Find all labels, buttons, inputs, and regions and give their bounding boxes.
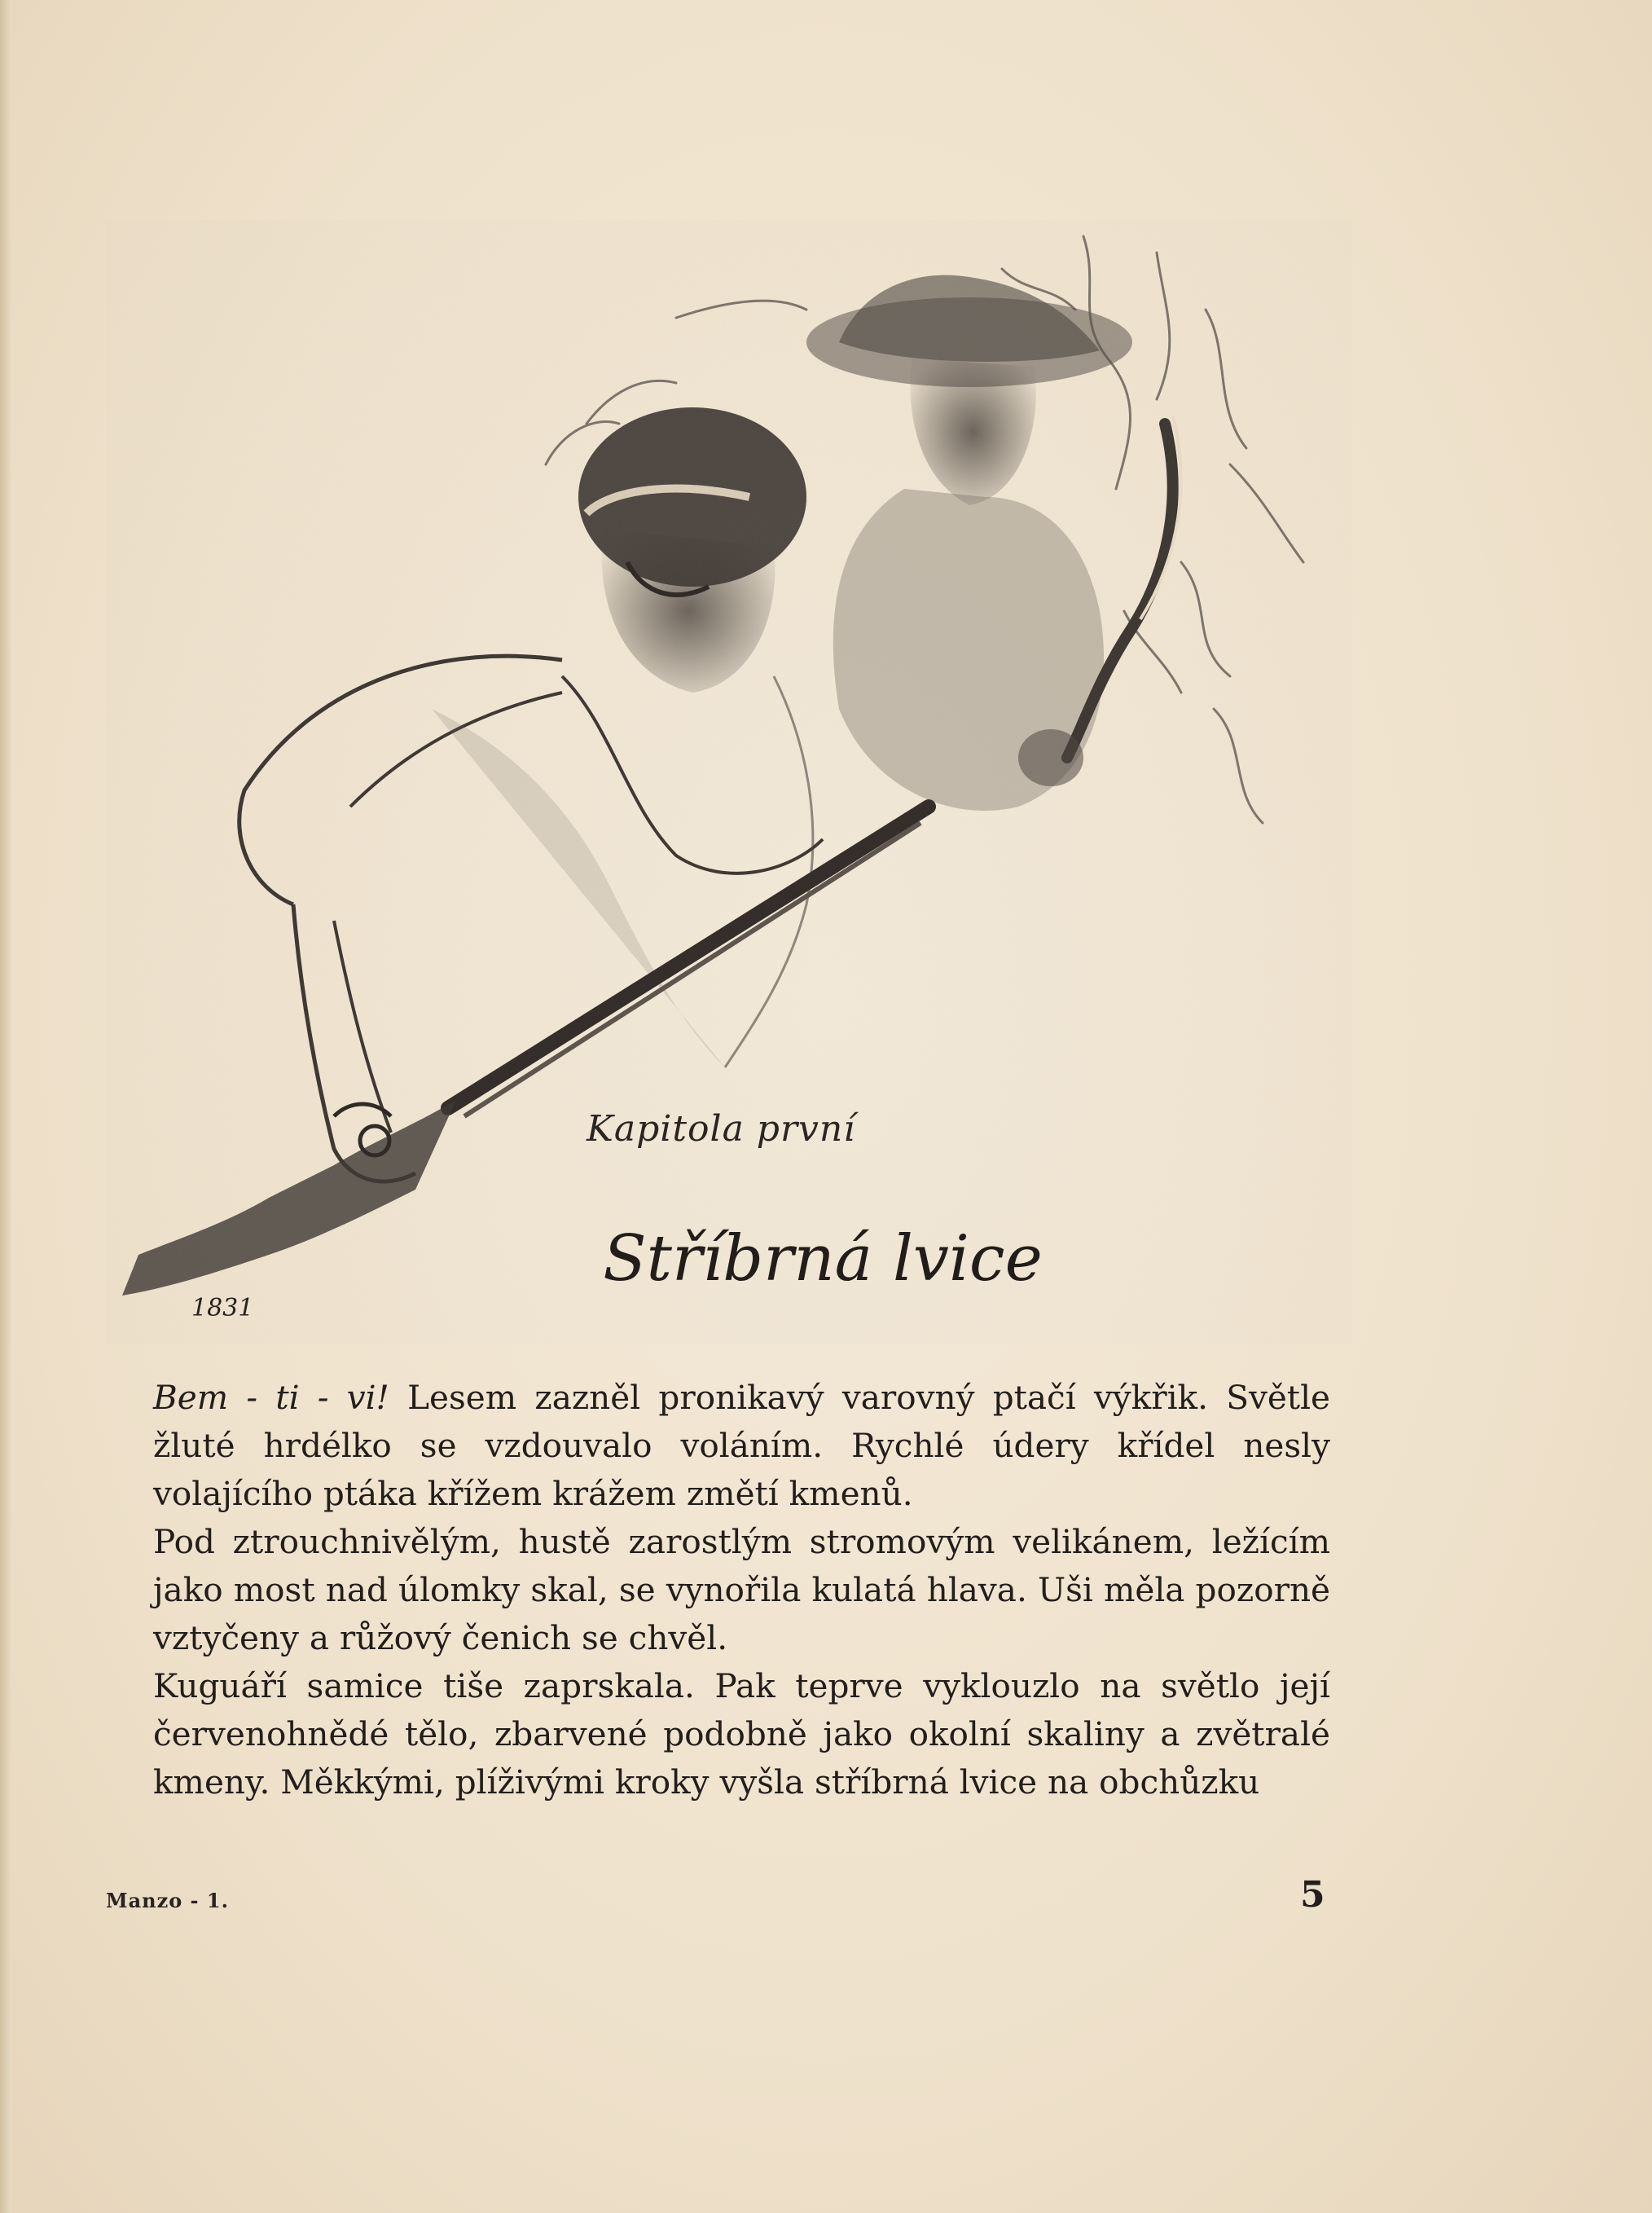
paragraph-3 — [153, 1662, 1330, 1806]
artist-signature: 1831 — [191, 1294, 254, 1322]
paragraph-3-text: Kuguáří samice tiše zaprskala. Pak teprve vyklouzlo na světlo její červenohnědé tělo, zbarvené podobně jako okolní skaliny a zvětralé kmeny. Měkkými, plíživými kroky vyšla stříbrná lvice na obchůzku — [153, 1666, 1330, 1802]
page-number: 5 — [1300, 1874, 1325, 1916]
signature-mark: Manzo - 1. — [106, 1889, 229, 1912]
body-text — [153, 1374, 1330, 1806]
lead-in-exclamation: Bem - ti - vi! — [153, 1378, 389, 1417]
chapter-label: Kapitola první — [587, 1108, 856, 1150]
page-edge — [0, 0, 11, 2213]
chapter-illustration — [106, 220, 1352, 1344]
paragraph-2 — [153, 1518, 1330, 1662]
paragraph-1-text: Lesem zazněl pronikavý varovný ptačí výkřik. Světle žluté hrdélko se vzdouvalo voláním. Rychlé údery křídel nesly volajícího ptáka křížem krážem změtí kmenů. — [153, 1378, 1330, 1513]
paragraph-1 — [153, 1374, 1330, 1518]
paragraph-2-text: Pod ztrouchnivělým, hustě zarostlým stromovým velikánem, ležícím jako most nad úlomky skal, se vynořila kulatá hlava. Uši měla pozorně vztyčeny a růžový čenich se chvěl. — [153, 1522, 1330, 1657]
chapter-title: Stříbrná lvice — [603, 1222, 1043, 1296]
